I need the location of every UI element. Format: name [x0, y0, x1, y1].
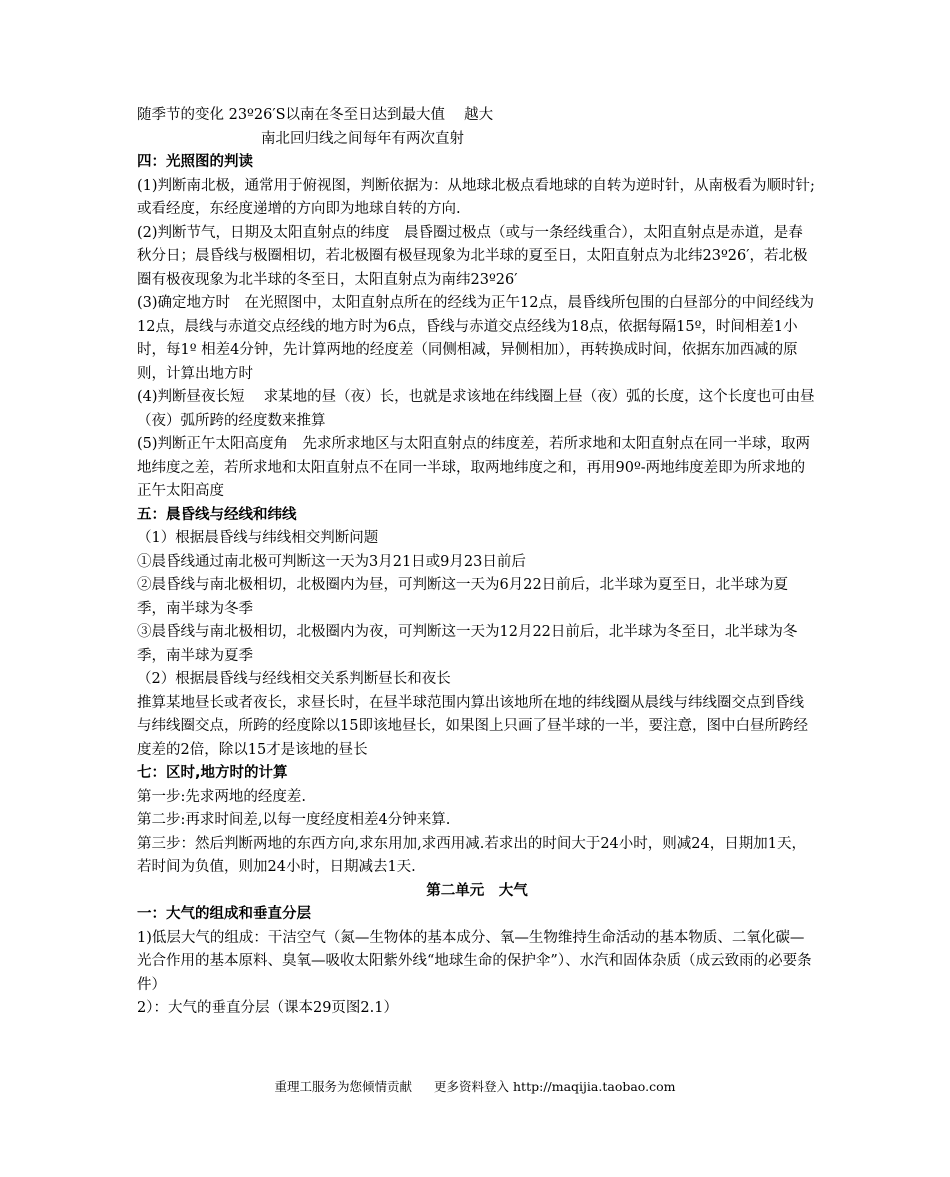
- paragraph: 2）：大气的垂直分层（课本29页图2.1）: [137, 1000, 398, 1016]
- paragraph: (2)判断节气，日期及太阳直射点的纬度 晨昏圈过极点（或与一条经线重合），太阳直射点是赤道，是春秋分日；晨昏线与极圈相切，若北极圈有极昼现象为北半球的夏至日，太阳直射点为北纬23º26′，若北极圈有极夜现象为北半球的冬至日，太阳直射点为南纬23º26′: [137, 224, 808, 288]
- step-line: 第二步:再求时间差,以每一度经度相差4分钟来算.: [137, 812, 451, 828]
- list-item: ①晨昏线通过南北极可判断这一天为3月21日或9月23日前后: [137, 553, 526, 570]
- section-heading: 一：大气的组成和垂直分层: [137, 906, 311, 922]
- paragraph: (3)确定地方时 在光照图中，太阳直射点所在的经线为正午12点，晨昏线所包围的白昼部分的中间经线为12点，晨线与赤道交点经线的地方时为6点，昏线与赤道交点经线为18点，依据每隔15º，时间相差1小时，每1º 相差4分钟，先计算两地的经度差（同侧相减，异侧相加），再转换成时间，依据东加西减的原则，计算出地方时: [137, 295, 814, 382]
- unit-title: 第二单元 大气: [426, 882, 528, 899]
- subheading: （1）根据晨昏线与纬线相交判断问题: [137, 530, 379, 546]
- paragraph: (4)判断昼夜长短 求某地的昼（夜）长，也就是求该地在纬线圈上昼（夜）弧的长度，这个长度也可由昼（夜）弧所跨的经度数来推算: [137, 389, 815, 429]
- paragraph: 推算某地昼长或者夜长，求昼长时，在昼半球范围内算出该地所在地的纬线圈从晨线与纬线圈交点到昏线与纬线圈交点，所跨的经度除以15即该地昼长，如果图上只画了昼半球的一半，要注意，图中白昼所跨经度差的2倍，除以15才是该地的昼长: [137, 694, 808, 758]
- document-body: [137, 104, 817, 1021]
- footer-link: 更多资料登入 http://maqijia.taobao.com: [434, 1079, 676, 1094]
- list-item: ②晨昏线与南北极相切，北极圈内为昼，可判断这一天为6月22日前后，北半球为夏至日，北半球为夏季，南半球为冬季: [137, 577, 789, 617]
- page-footer: [0, 1077, 950, 1095]
- section-heading: 七：区时,地方时的计算: [137, 765, 288, 781]
- text-line: 南北回归线之间每年有两次直射: [261, 130, 464, 147]
- text-line: 随季节的变化 23º26′S以南在冬至日达到最大值 越大: [137, 107, 494, 123]
- paragraph: (1)判断南北极，通常用于俯视图，判断依据为：从地球北极点看地球的自转为逆时针，从南极看为顺时针;或看经度，东经度递增的方向即为地球自转的方向.: [137, 177, 815, 217]
- paragraph: 1)低层大气的组成：干洁空气（氮—生物体的基本成分、氧—生物维持生命活动的基本物质、二氧化碳—光合作用的基本原料、臭氧—吸收太阳紫外线“地球生命的保护伞”）、水汽和固体杂质（成云致雨的必要条件）: [137, 929, 812, 993]
- step-line: 第三步：然后判断两地的东西方向,求东用加,求西用减.若求出的时间大于24小时，则减24，日期加1天，若时间为负值，则加24小时，日期减去1天.: [137, 835, 806, 875]
- step-line: 第一步:先求两地的经度差.: [137, 788, 306, 805]
- list-item: ③晨昏线与南北极相切，北极圈内为夜，可判断这一天为12月22日前后，北半球为冬至日，北半球为冬季，南半球为夏季: [137, 624, 798, 664]
- paragraph: (5)判断正午太阳高度角 先求所求地区与太阳直射点的纬度差，若所求地和太阳直射点在同一半球，取两地纬度之差，若所求地和太阳直射点不在同一半球，取两地纬度之和，再用90º-两地纬度差即为所求地的正午太阳高度: [137, 436, 811, 499]
- subheading: （2）根据晨昏线与经线相交关系判断昼长和夜长: [137, 671, 451, 687]
- footer-credit: 重理工服务为您倾情贡献: [274, 1079, 413, 1094]
- section-heading: 四：光照图的判读: [137, 154, 253, 170]
- section-heading: 五：晨昏线与经线和纬线: [137, 506, 297, 523]
